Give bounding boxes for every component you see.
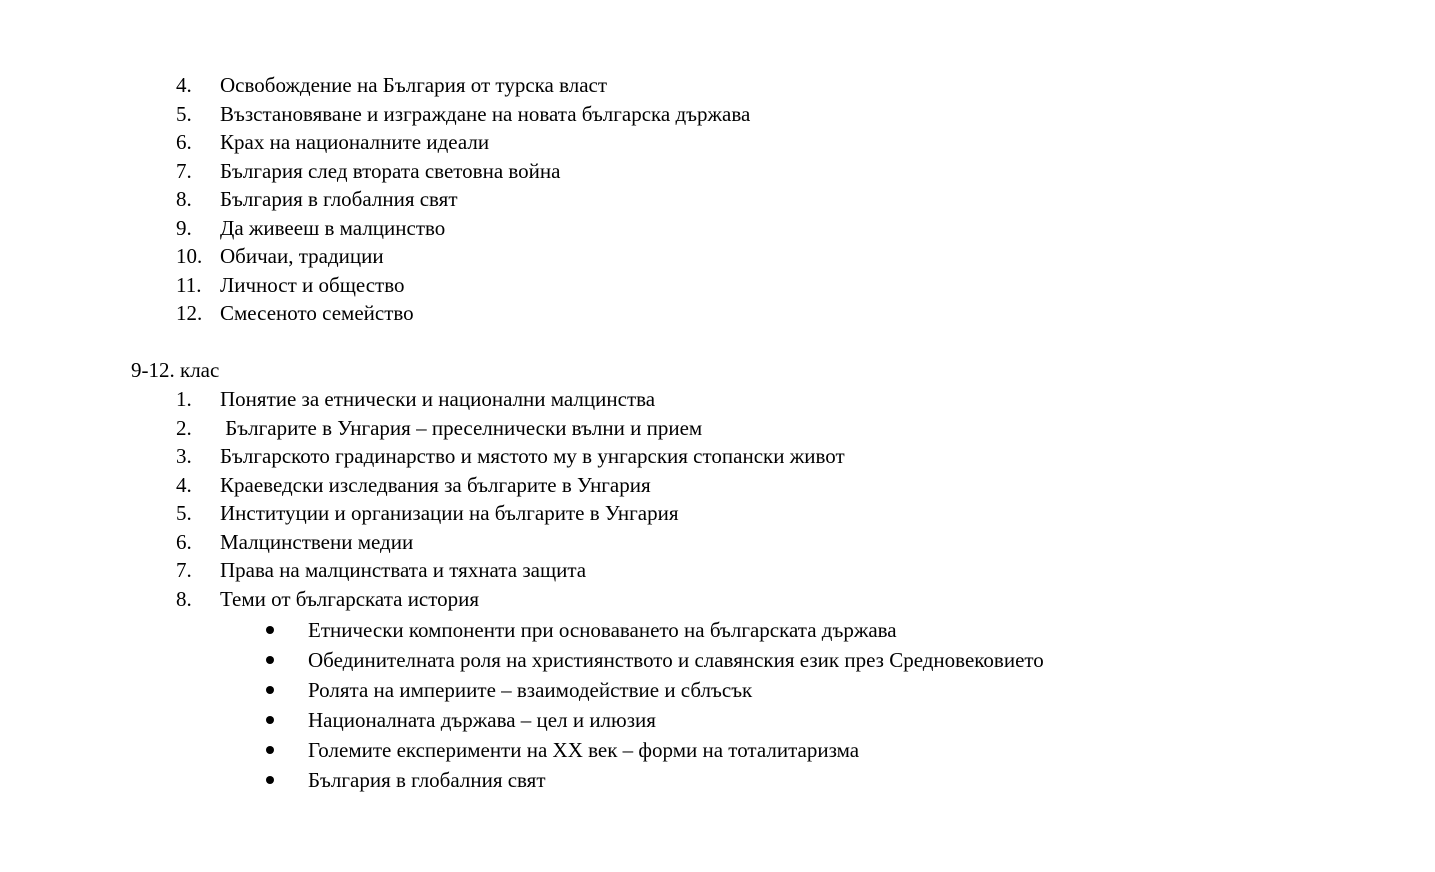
list-item-number: 10. — [176, 244, 203, 268]
bullet-dot-icon — [266, 746, 274, 754]
list-item-text: Обичаи, традиции — [220, 244, 384, 268]
list-item-number: 6. — [176, 529, 192, 554]
bullet-dot-icon — [266, 716, 274, 724]
list-item-text: Смесеното семейство — [220, 301, 414, 325]
list-item-text: Българите в Унгария – преселнически вълни и прием — [220, 415, 703, 440]
bullet-dot-icon — [266, 656, 274, 664]
bullet-dot-icon — [266, 626, 274, 634]
list-item-number: 2. — [176, 415, 192, 440]
bullet-item-text: Ролята на империите – взаимодействие и сблъсък — [308, 678, 753, 702]
list-item-text: Личност и общество — [220, 272, 405, 297]
bullet-item-text: Големите експерименти на ХХ век – форми на тоталитаризма — [308, 738, 860, 762]
bullet-dot-icon — [266, 686, 274, 694]
list-item-number: 7. — [176, 158, 192, 183]
bullet-dot-icon — [266, 776, 274, 784]
list-item-number: 5. — [176, 101, 192, 126]
bullet-item-text: Националната държава – цел и илюзия — [308, 708, 656, 732]
list-item-text: Краеведски изследвания за българите в Унгария — [220, 472, 651, 497]
list-item-text: Права на малцинствата и тяхната защита — [220, 558, 587, 582]
list-item-number: 11. — [176, 272, 202, 297]
list-item-number: 6. — [176, 130, 192, 154]
list-item-number: 12. — [176, 301, 203, 325]
list-item-number: 9. — [176, 215, 192, 240]
list-item-number: 7. — [176, 558, 192, 582]
list-item-number: 1. — [176, 387, 192, 411]
list-item-number: 5. — [176, 501, 192, 525]
list-item-number: 8. — [176, 586, 192, 611]
section-heading-grade: 9-12. клас — [131, 358, 220, 382]
list-item-text: Малцинствени медии — [220, 529, 414, 554]
list-item-text: България след втората световна война — [220, 158, 561, 183]
list-item-number: 3. — [176, 444, 192, 468]
list-item-text: Понятие за етнически и национални малцинства — [220, 387, 656, 411]
list-item-number: 4. — [176, 472, 192, 497]
bullet-item-text: Обединителната роля на християнството и славянския език през Средновековието — [308, 648, 1044, 672]
bullet-item-text: България в глобалния свят — [308, 768, 546, 792]
list-item-text: Теми от българската история — [220, 586, 480, 611]
list-item-text: Възстановяване и изграждане на новата българска държава — [220, 101, 751, 126]
list-item-text: Освобождение на България от турска власт — [220, 73, 608, 97]
list-item-text: Да живееш в малцинство — [220, 215, 446, 240]
list-item-text: Крах на националните идеали — [220, 130, 490, 154]
list-item-text: България в глобалния свят — [220, 187, 458, 211]
list-item-number: 8. — [176, 187, 192, 211]
bullet-item-text: Етнически компоненти при основаването на българската държава — [308, 618, 897, 642]
list-item-number: 4. — [176, 73, 192, 97]
list-item-text: Българското градинарство и мястото му в унгарския стопански живот — [220, 444, 845, 468]
list-item-text: Институции и организации на българите в Унгария — [220, 501, 679, 525]
